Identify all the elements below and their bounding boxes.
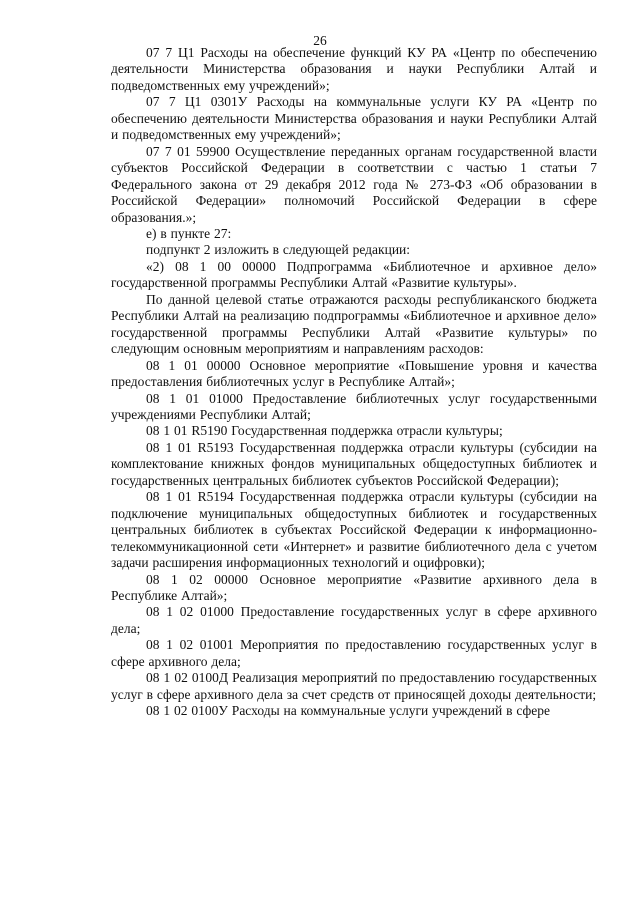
paragraph-08-1-01-r5193: 08 1 01 R5193 Государственная поддержка отрасли культуры (субсидии на комплектование книжных фондов муниципальных общедоступных библиотек и государственных центральных библиотек субъектов Российской Федерации);	[111, 439, 597, 488]
paragraph-08-1-02-01001: 08 1 02 01001 Мероприятия по предоставлению государственных услуг в сфере архивного дела;	[111, 637, 597, 669]
paragraph-subitem-2-instruction: подпункт 2 изложить в следующей редакции:	[146, 242, 411, 258]
paragraph-07-7-c1-0301u: 07 7 Ц1 0301У Расходы на коммунальные услуги КУ РА «Центр по обеспечению деятельности Министерства образования и науки Республики Алтай и подведомственных ему учреждений»;	[111, 94, 597, 143]
paragraph-08-1-02-0100d: 08 1 02 0100Д Реализация мероприятий по предоставлению государственных услуг в сфере архивного дела за счет средств от приносящей доходы деятельности;	[111, 670, 597, 702]
paragraph-08-1-01-r5194: 08 1 01 R5194 Государственная поддержка отрасли культуры (субсидии на подключение муниципальных общедоступных библиотек и государственных центральных библиотек в субъектах Российской Федерации к информационно-телекоммуникационной сети «Интернет» и развитие библиотечного дела с учетом задачи расширения информационных технологий и оцифровки);	[111, 489, 597, 571]
paragraph-target-article-description: По данной целевой статье отражаются расходы республиканского бюджета Республики Алтай на реализацию подпрограммы «Библиотечное и архивное дело» государственной программы Республики Алтай «Развитие культуры» по следующим основным мероприятиям и направлениям расходов:	[111, 291, 597, 357]
paragraph-07-7-01-59900: 07 7 01 59900 Осуществление переданных органам государственной власти субъектов Российской Федерации в соответствии с частью 1 статьи 7 Федерального закона от 29 декабря 2012 года № 273-ФЗ «Об образовании в Российской Федерации» полномочий Российской Федерации в сфере образования.»;	[111, 143, 597, 225]
paragraph-07-7-c1: 07 7 Ц1 Расходы на обеспечение функций КУ РА «Центр по обеспечению деятельности Министерства образования и науки Республики Алтай и подведомственных ему учреждений»;	[111, 45, 597, 93]
paragraph-08-1-01-00000: 08 1 01 00000 Основное мероприятие «Повышение уровня и качества предоставления библиотечных услуг в Республике Алтай»;	[111, 357, 597, 390]
paragraph-08-1-02-00000: 08 1 02 00000 Основное мероприятие «Развитие архивного дела в Республике Алтай»;	[111, 571, 597, 603]
paragraph-item-e: е) в пункте 27:	[146, 225, 232, 241]
paragraph-08-1-01-r5190: 08 1 01 R5190 Государственная поддержка отрасли культуры;	[146, 423, 503, 439]
document-body	[111, 45, 597, 720]
page-number: 26	[313, 33, 327, 48]
paragraph-08-1-00-00000: «2) 08 1 00 00000 Подпрограмма «Библиотечное и архивное дело» государственной программы Республики Алтай «Развитие культуры».	[111, 258, 597, 291]
paragraph-08-1-01-01000: 08 1 01 01000 Предоставление библиотечных услуг государственными учреждениями Республики Алтай;	[111, 390, 597, 422]
paragraph-08-1-02-0100u: 08 1 02 0100У Расходы на коммунальные услуги учреждений в сфере	[146, 703, 550, 719]
paragraph-08-1-02-01000: 08 1 02 01000 Предоставление государственных услуг в сфере архивного дела;	[111, 604, 597, 636]
